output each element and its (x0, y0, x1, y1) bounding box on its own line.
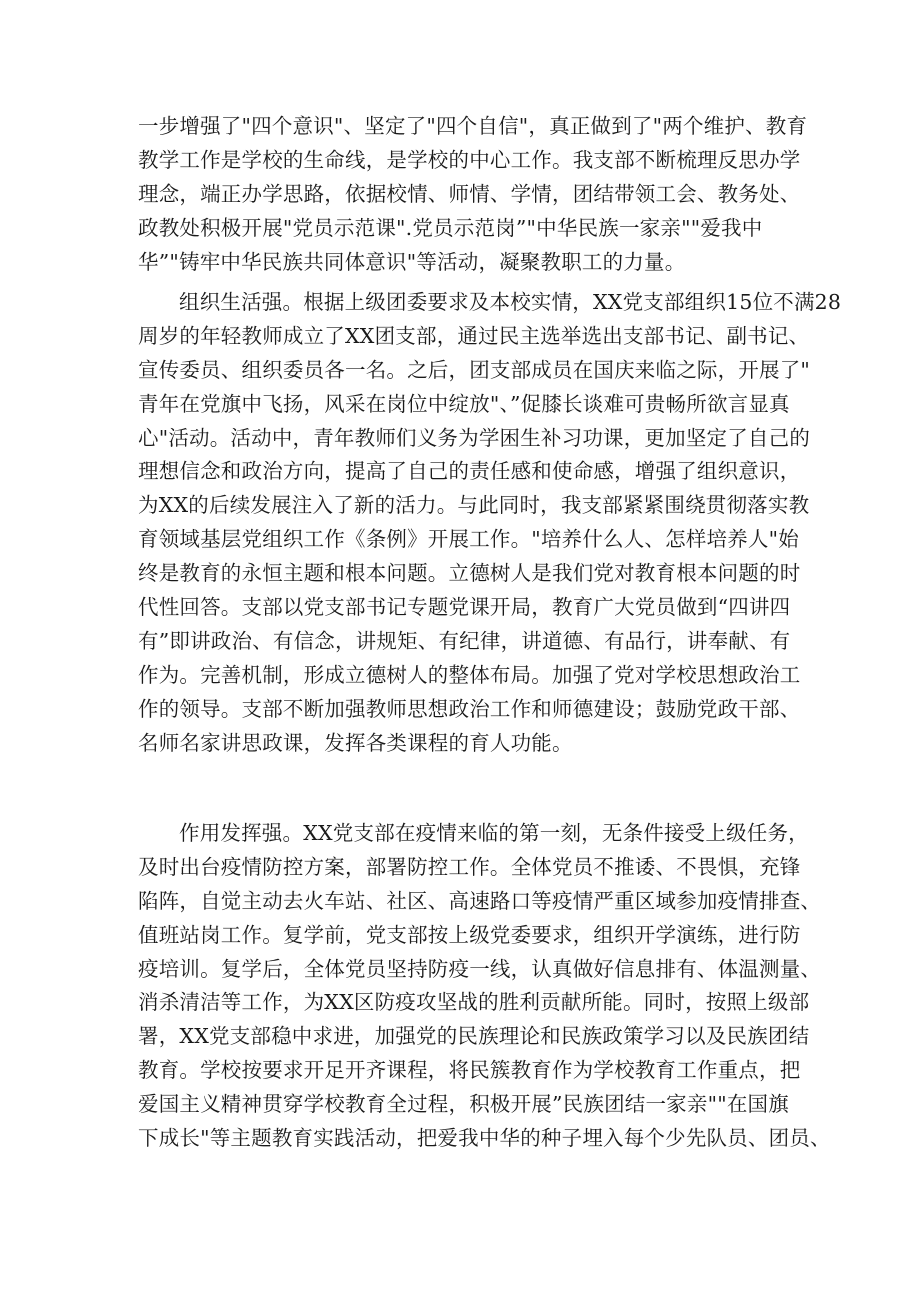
text-line: 疫培训。复学后，全体党员坚持防疫一线，认真做好信息排有、体温测量、 (138, 956, 822, 981)
text-line: 周岁的年轻教师成立了XX团支部，通过民主选举选出支部书记、副书记、 (138, 323, 810, 348)
text-line: 华”"铸牢中华民族共同体意识"等活动，凝聚教职工的力量。 (138, 249, 686, 274)
text-line: 值班站岗工作。复学前，党支部按上级党委要求，组织开学演练，进行防 (138, 922, 801, 947)
text-line: 终是教育的永恒主题和根本问题。立德树人是我们党对教育根本问题的时 (138, 561, 801, 586)
text-line: 政教处积极开展"党员示范课".党员示范岗”"中华民族一家亲""爱我中 (138, 215, 763, 240)
text-line: 心"活动。活动中，青年教师们义务为学困生补习功课，更加坚定了自己的 (138, 425, 811, 450)
text-line: 爱国主义精神贯穿学校教育全过程，积极开展”民族团结一家亲""在国旗 (138, 1092, 789, 1117)
text-line: 作为。完善机制，形成立德树人的整体布局。加强了党对学校思想政治工 (138, 662, 801, 687)
text-line: 育领域基层党组织工作《条例》开展工作。"培养什么人、怎样培养人"始 (138, 527, 799, 552)
paragraph-role-played (138, 817, 831, 1156)
text-line: 名师名家讲思政课，发挥各类课程的育人功能。 (138, 730, 573, 755)
paragraph-organization-life (138, 286, 842, 760)
text-line: 为XX的后续发展注入了新的活力。与此同时，我支部紧紧围绕贯彻落实教 (138, 493, 810, 518)
text-line: 宣传委员、组织委员各一名。之后，团支部成员在国庆来临之际，开展了" (138, 357, 811, 382)
text-line: 消杀清洁等工作，为XX区防疫攻坚战的胜利贡献所能。同时，按照上级部 (138, 990, 810, 1015)
text-line: 教育。学校按要求开足开齐课程，将民簇教育作为学校教育工作重点，把 (138, 1058, 801, 1083)
text-line: 一步增强了"四个意识"、坚定了"四个自信"，真正做到了"两个维护、教育 (138, 114, 808, 138)
paragraph-continuation (138, 110, 808, 279)
text-line: 有”即讲政治、有信念，讲规矩、有纪律，讲道德、有品行，讲奉献、有 (138, 628, 791, 653)
text-line: 组织生活强。根据上级团委要求及本校实情，XX党支部组织15位不满28 (179, 290, 842, 314)
text-line: 陷阵，自觉主动去火车站、社区、高速路口等疫情严重区域参加疫情排查、 (138, 888, 822, 913)
text-line: 代性回答。支部以党支部书记专题党课开局，教育广大党员做到“四讲四 (138, 595, 791, 620)
text-line: 青年在党旗中飞扬，风采在岗位中绽放"、”促膝长谈难可贵畅所欲言显真 (138, 391, 790, 416)
text-line: 及时出台疫情防控方案，部署防控工作。全体党员不推诿、不畏惧，充锋 (138, 854, 801, 879)
text-line: 作的领导。支部不断加强教师思想政治工作和师德建设；鼓励党政干部、 (138, 696, 801, 721)
text-line: 作用发挥强。XX党支部在疫情来临的第一刻，无条件接受上级任务， (179, 821, 809, 845)
text-line: 教学工作是学校的生命线，是学校的中心工作。我支部不断梳理反思办学 (138, 147, 801, 172)
text-line: 理想信念和政治方向，提高了自己的责任感和使命感，增强了组织意识， (138, 459, 801, 484)
text-line: 署，XX党支部稳中求进，加强党的民族理论和民族政策学习以及民族团结 (138, 1024, 810, 1049)
text-line: 下成长"等主题教育实践活动，把爱我中华的种子埋入每个少先队员、团员、 (138, 1126, 831, 1151)
text-line: 理念，端正办学思路，依据校情、师情、学情，团结带领工会、教务处、 (138, 181, 801, 206)
